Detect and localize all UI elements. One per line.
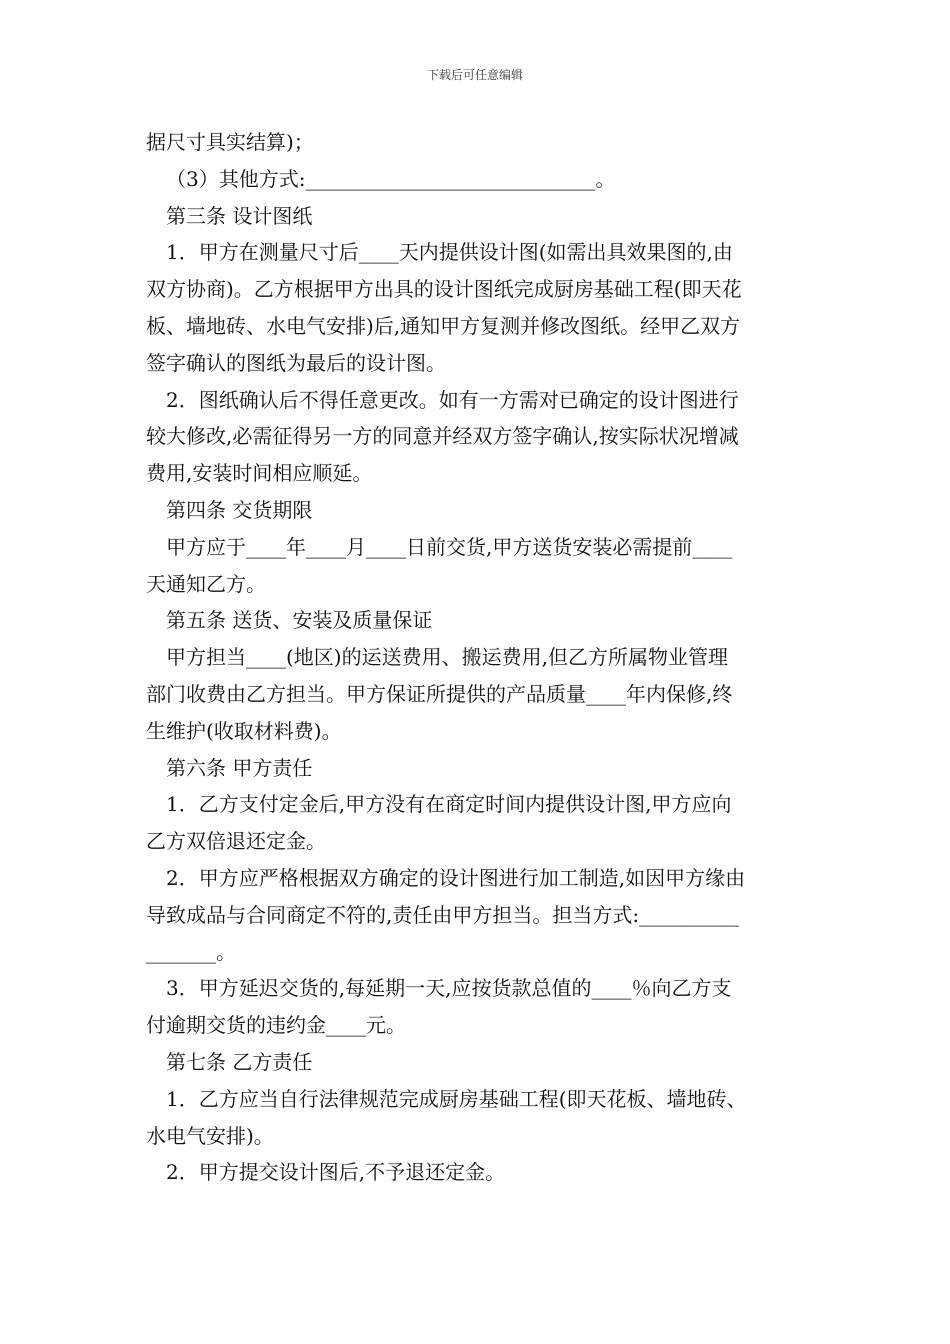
text-line: 导致成品与合同商定不符的,责任由甲方担当。担当方式:__________ bbox=[146, 902, 740, 927]
text-line: 甲方应于____年____月____日前交货,甲方送货安装必需提前____ bbox=[166, 534, 733, 559]
text-line: 2．甲方应严格根据双方确定的设计图进行加工制造,如因甲方缘由 bbox=[166, 865, 746, 890]
text-line: 天通知乙方。 bbox=[146, 571, 266, 596]
text-line: 乙方双倍退还定金。 bbox=[146, 829, 326, 854]
text-line: 部门收费由乙方担当。甲方保证所提供的产品质量____年内保修,终 bbox=[146, 681, 733, 706]
text-line: 2．图纸确认后不得任意更改。如有一方需对已确定的设计图进行 bbox=[166, 387, 739, 412]
text-line: _______。 bbox=[146, 939, 236, 964]
text-line: 1．乙方应当自行法律规范完成厨房基础工程(即天花板、墙地砖、 bbox=[166, 1086, 747, 1111]
text-line: 1．乙方支付定金后,甲方没有在商定时间内提供设计图,甲方应向 bbox=[166, 792, 732, 817]
text-line: 板、墙地砖、水电气安排)后,通知甲方复测并修改图纸。经甲乙双方 bbox=[146, 313, 741, 338]
text-line: 生维护(收取材料费)。 bbox=[146, 718, 342, 743]
text-line: 双方协商)。乙方根据甲方出具的设计图纸完成厨房基础工程(即天花 bbox=[146, 277, 742, 302]
text-line: 签字确认的图纸为最后的设计图。 bbox=[146, 350, 446, 375]
text-line: 1．甲方在测量尺寸后____天内提供设计图(如需出具效果图的,由 bbox=[166, 240, 733, 265]
text-line: 第五条 送货、安装及质量保证 bbox=[166, 608, 433, 633]
text-line: （3）其他方式:_____________________________。 bbox=[166, 166, 616, 191]
text-line: 3．甲方延迟交货的,每延期一天,应按货款总值的____％向乙方支 bbox=[166, 976, 732, 1001]
text-line: 付逾期交货的违约金____元。 bbox=[146, 1013, 406, 1038]
text-line: 水电气安排)。 bbox=[146, 1123, 274, 1148]
text-line: 甲方担当____(地区)的运送费用、搬运费用,但乙方所属物业管理 bbox=[166, 645, 728, 670]
text-line: 第四条 交货期限 bbox=[166, 497, 313, 522]
page-header: 下载后可任意编辑 bbox=[426, 68, 523, 82]
document-body bbox=[146, 124, 811, 1191]
text-line: 第七条 乙方责任 bbox=[166, 1049, 313, 1074]
text-line: 费用,安装时间相应顺延。 bbox=[146, 461, 373, 486]
text-line: 据尺寸具实结算)； bbox=[146, 130, 314, 154]
text-line: 第六条 甲方责任 bbox=[166, 755, 313, 780]
text-line: 2．甲方提交设计图后,不予退还定金。 bbox=[166, 1160, 506, 1185]
text-line: 第三条 设计图纸 bbox=[166, 203, 313, 228]
text-line: 较大修改,必需征得另一方的同意并经双方签字确认,按实际状况增减 bbox=[146, 424, 739, 449]
